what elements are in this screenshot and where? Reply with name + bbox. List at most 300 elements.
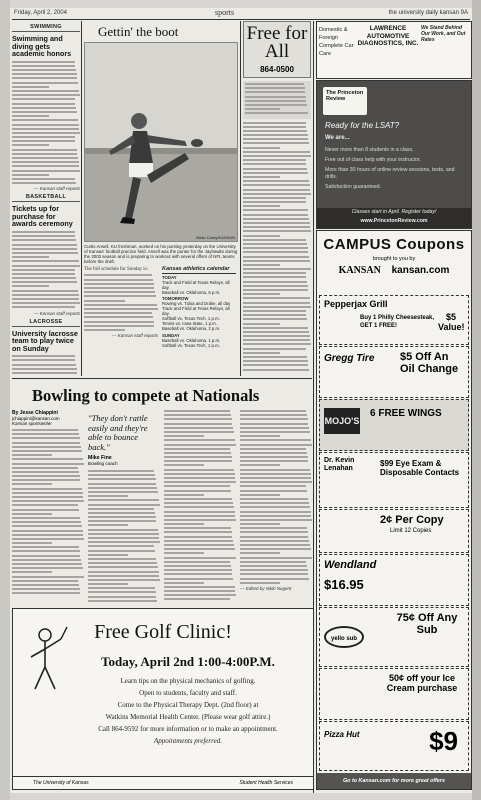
text-line [84,300,125,302]
text-line [84,279,153,281]
text-line [240,561,306,563]
punter-photo-icon [85,43,237,241]
text-line [88,524,128,526]
yello-sub-coupon[interactable] [319,607,469,667]
text-line [164,548,235,550]
text-line [88,566,158,568]
text-line [88,499,159,501]
campus-coupons-title: CAMPUS Coupons [323,236,465,253]
text-line [12,446,81,448]
text-line [12,182,76,184]
text-line [240,498,308,500]
text-line [12,157,78,159]
text-line [84,321,154,323]
photo-caption: Curtis Ansell, KU freshman, worked on his punting yesterday on the University of Kansas' football practice field. Ansell was the punter for the Jayhawks during the 2003 season and is preparing to workout with several offers of NFL teams before the draft. [84,243,238,265]
text-line [12,170,80,172]
text-line [240,582,280,584]
text-line [164,569,232,571]
text-line [12,77,77,79]
text-line [164,502,233,504]
text-line [243,209,308,211]
text-line [164,485,230,487]
dr-lenahan-coupon[interactable] [319,452,469,508]
text-line [243,360,308,362]
text-line [240,431,310,433]
text-line [243,168,307,170]
text-line [240,414,307,416]
staff-report-1: — Kansan staff reports [33,186,80,192]
text-line [240,536,308,538]
text-line [12,165,79,167]
text-line [12,124,79,126]
text-line [164,598,230,600]
free-for-all-body [243,122,311,371]
text-line [243,142,309,144]
text-line [12,454,52,456]
golf-clinic-ad [12,608,314,790]
text-line [240,511,311,513]
headline-swimming: Swimming and diving gets academic honors [12,34,72,59]
text-line [243,155,311,157]
text-line [164,586,235,588]
text-line [164,435,204,437]
golf-clinic-title: Free Golf Clinic! [94,621,232,643]
text-line [12,584,79,586]
text-line [245,83,304,85]
text-line [12,231,75,233]
text-line [243,147,280,149]
text-line [164,410,230,412]
text-line [164,464,204,466]
text-line [243,172,308,174]
text-line [12,107,76,109]
text-line [12,559,81,561]
text-line [12,463,84,465]
text-line [240,464,280,466]
text-line [12,450,82,452]
text-line [240,540,309,542]
text-line [243,314,306,316]
text-line [12,244,77,246]
text-line [243,352,280,354]
text-line [88,571,159,573]
text-line [164,469,234,471]
text-line [240,481,312,483]
text-line [243,260,310,262]
feature-text-lead: The full schedule for Sunday is: [84,267,149,273]
princeton-register: Classes start in April. Register today! [351,209,437,215]
free-for-all-title: Free for All [246,23,308,62]
text-line [84,287,154,289]
text-line [243,214,308,216]
text-line [243,369,309,371]
kansan-logo: KANSAN [338,265,381,276]
text-line [243,243,307,245]
story-column-4 [240,410,312,606]
princeton-footer [317,208,471,228]
text-line [12,479,80,481]
text-line [88,600,157,602]
mojos-name: MOJO'S [324,408,360,434]
text-line [164,506,234,508]
princeton-logo: The Princeton Review [323,87,367,115]
lawrence-auto-name: LAWRENCE AUTOMOTIVE DIAGNOSTICS, INC. [357,25,419,47]
text-line [164,511,235,513]
text-line [243,356,307,358]
text-line [12,530,83,532]
text-line [88,554,128,556]
calendar-item: Track and Field at Texas Relays, all day [162,279,230,290]
student-health-logo: Student Health Services [239,780,293,786]
mojos-offer: 6 FREE WINGS [370,408,442,419]
text-line [12,509,79,511]
text-line [164,448,230,450]
text-line [12,483,52,485]
mojos-coupon[interactable] [319,399,469,451]
text-line [164,452,231,454]
text-line [12,128,79,130]
text-line [164,523,204,525]
ice-cream-coupon[interactable] [319,668,469,720]
wendland-price: $16.95 [324,577,364,592]
binding-edge-right [472,0,481,800]
text-line [164,460,232,462]
text-line [240,565,307,567]
text-line [164,540,233,542]
text-line [88,541,160,543]
text-line [12,442,80,444]
text-line [240,490,307,492]
text-line [12,273,75,275]
text-line [12,144,49,146]
golf-clinic-line: Watkins Memorial Health Center. (Please wear golf attire.) [105,713,271,721]
dr-name: Dr. Kevin Lenahan [324,457,355,472]
calendar-item: Baseball vs. Oklahoma, 1 p.m. [162,337,221,343]
text-line [240,531,308,533]
pepperjax-name: Pepperjax Grill [324,299,388,309]
pepperjax-coupon[interactable] [319,295,469,345]
text-line [12,538,84,540]
text-line [240,519,312,521]
text-line [88,575,159,577]
text-line [12,359,75,361]
text-line [88,470,154,472]
gregg-tire-coupon[interactable] [319,346,469,398]
text-line [12,103,75,105]
text-line [164,565,231,567]
pull-quote-name: Mike Fine [88,455,112,461]
golf-clinic-details [73,675,303,747]
princeton-bullet: Satisfaction guaranteed. [325,184,381,190]
text-line [12,525,82,527]
text-line [12,592,80,594]
story-text [164,410,236,600]
ku-logo-text: The University of Kansas [33,780,89,786]
text-line [12,294,79,296]
princeton-url: www.PrincetonReview.com [360,218,428,224]
any-sub-offer: 75¢ Off Any Sub [396,612,458,636]
text-line [245,87,305,89]
text-line [12,161,79,163]
main-headline: Bowling to compete at Nationals [32,386,260,405]
text-line [164,552,204,554]
princeton-bullet: Free out of class help with your instructor. [325,157,421,163]
text-line [12,174,49,176]
pizza-hut-coupon[interactable] [319,721,469,771]
text-line [240,527,307,529]
feature-body [84,274,158,330]
pull-quote-role: Bowling coach [88,461,118,466]
briefs-column [12,21,80,376]
text-line [12,355,75,357]
princeton-bullet: More than 30 hours of online review sessions, tests, and drills. [325,167,455,180]
text-line [164,427,233,429]
text-line [243,247,308,249]
text-line [84,308,158,310]
text-line [164,590,235,592]
text-line [12,542,52,544]
text-line [243,189,310,191]
text-line [12,111,77,113]
printing-limit: Limit 12 Copies [390,528,432,534]
text-line [12,302,80,304]
calendar-item: Rowing vs. Tulsa and Drake, all day [162,301,231,307]
story-column-3 [164,410,236,606]
golf-clinic-line: Learn tips on the physical mechanics of golfing. [120,677,256,685]
text-line [243,272,306,274]
text-line [164,494,204,496]
text-line [88,545,154,547]
text-line [88,508,154,510]
text-line [88,558,156,560]
text-line [243,134,308,136]
text-line [12,86,49,88]
text-line [12,500,84,502]
text-line [88,533,159,535]
text-line [240,494,280,496]
text-line [240,435,280,437]
text-line [12,471,79,473]
folio-rule [12,19,470,20]
text-line [240,444,312,446]
text-line [12,555,80,557]
text-line [12,467,78,469]
text-line [243,276,306,278]
golf-clinic-line: Come to the Physical Therapy Dept. (2nd floor) at [117,701,259,709]
pepperjax-price: $5 Value! [438,312,465,332]
text-line [164,456,232,458]
ice-cream-offer: 50¢ off your Ice Cream purchase [386,673,458,693]
text-line [164,439,235,441]
body-lacrosse [12,355,80,376]
text-line [12,153,77,155]
text-line [12,82,78,84]
text-line [240,557,312,559]
text-line [164,423,232,425]
text-line [12,492,83,494]
text-line [240,573,308,575]
free-for-all-column [243,21,311,376]
text-line [164,582,204,584]
text-line [243,226,310,228]
text-line [240,523,280,525]
text-line [84,304,157,306]
text-line [243,230,311,232]
text-line [88,537,159,539]
yello-sub-logo: yello sub [324,626,364,648]
text-line [12,248,77,250]
text-line [12,550,80,552]
calendar-item: Baseball vs. Oklahoma, 6 p.m. [162,289,221,295]
text-line [12,235,75,237]
text-line [243,364,308,366]
text-line [84,295,156,297]
text-line [243,130,307,132]
text-line [12,149,77,151]
kicker-basketball: BASKETBALL [12,194,80,202]
text-line [12,433,79,435]
campus-kansan-row [317,265,471,276]
text-line [88,596,156,598]
text-line [243,205,280,207]
text-line [12,458,83,460]
text-line [240,485,306,487]
golf-clinic-date: Today, April 2nd 1:00-4:00P.M. [101,654,275,669]
byline-role: Kansan sportswriter [12,421,52,426]
text-line [12,69,76,71]
kicker-lacrosse: LACROSSE [12,319,80,327]
text-line [12,496,83,498]
text-line [88,516,156,518]
text-line [240,456,308,458]
text-line [88,587,155,589]
text-line [164,536,232,538]
text-line [84,312,152,314]
text-line [243,343,311,345]
text-line [164,531,232,533]
text-line [84,274,152,276]
text-line [88,474,155,476]
campus-brought-by: brought to you by [372,256,416,262]
text-line [164,444,236,446]
text-line [164,519,236,521]
text-line [243,235,280,237]
golf-clinic-line: Open to students, faculty and staff. [139,689,237,697]
text-line [243,289,308,291]
text-line [243,339,310,341]
text-line [243,297,310,299]
princeton-review-ad [316,80,472,229]
text-line [243,218,309,220]
text-line [88,504,160,506]
wendland-coupon[interactable] [319,554,469,606]
text-line [12,504,78,506]
text-line [243,310,306,312]
lawrence-auto-left: Domestic & Foreign Complete Car Care [319,27,354,57]
text-line [243,122,306,124]
text-line [240,423,308,425]
text-line [164,573,232,575]
text-line [12,298,79,300]
text-line [243,222,310,224]
text-line [164,544,234,546]
story-text [240,410,312,584]
text-line [12,61,75,63]
text-line [164,594,236,596]
text-line [12,239,76,241]
text-line [12,521,81,523]
text-line [245,91,305,93]
folio-section: sports [215,8,235,17]
calendar-item: Baseball vs. Oklahoma, 2 p.m. [162,326,221,332]
text-line [88,487,157,489]
pizza-hut-price: $9 [429,726,458,756]
text-line [164,477,235,479]
text-line [12,256,49,258]
text-line [164,498,232,500]
text-line [12,567,83,569]
text-line [84,291,155,293]
text-line [12,306,75,308]
text-line [243,151,310,153]
text-line [243,184,310,186]
golf-clinic-line: Call 864-9592 for more information or to make an appointment. [98,725,278,733]
text-line [12,285,49,287]
text-line [240,548,311,550]
text-line [240,460,308,462]
text-line [88,512,155,514]
text-line [88,529,158,531]
text-line [12,136,75,138]
text-line [164,578,233,580]
text-line [12,115,49,117]
free-for-all-phone: 864-0500 [260,65,294,74]
dr-offer: $99 Eye Exam & Disposable Contacts [380,459,460,477]
text-line [240,418,308,420]
story-column-1 [12,410,84,606]
text-line [245,96,306,98]
text-line [84,325,154,327]
text-line [243,239,306,241]
text-line [240,427,309,429]
text-line [12,475,80,477]
printing-coupon[interactable] [319,509,469,553]
headline-basketball: Tickets up for purchase for awards ceremony [12,204,73,229]
text-line [12,178,75,180]
feature-staff-report: — Kansan staff reports [111,333,158,339]
text-line [240,569,308,571]
text-line [243,293,280,295]
feature-headline: Gettin' the boot [98,24,179,39]
kansan-com-logo: kansan.com [391,265,450,276]
headline-lacrosse: University lacrosse team to play twice on Sunday [12,328,78,353]
text-line [240,473,311,475]
text-line [243,335,310,337]
text-line [164,418,232,420]
calendar-item: Softball vs. Texas Tech, 1 p.m. [162,342,220,348]
text-line [88,491,158,493]
text-line [12,90,79,92]
text-line [12,119,78,121]
text-line [12,576,84,578]
folio-paper-name: the university daily kansan 9A [388,10,468,16]
text-line [88,583,128,585]
text-line [12,73,77,75]
text-line [84,329,125,331]
lawrence-auto-right: We Stand Behind Our Work, and Out Rates [421,25,466,43]
staff-report-2: — Kansan staff reports [33,310,80,316]
text-line [243,193,311,195]
